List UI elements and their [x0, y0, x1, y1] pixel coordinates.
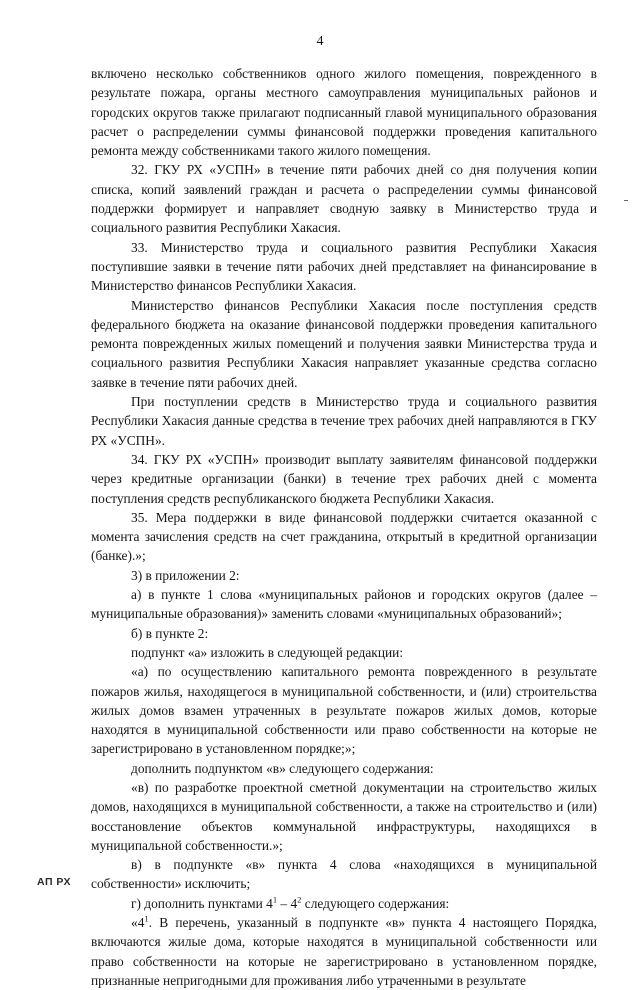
paragraph: 35. Мера поддержки в виде финансовой поддержки считается оказанной с момента зачисления средств на счет гражданина, открытый в кредитной организации (банке).»; [91, 509, 597, 564]
paragraph-item-g: г) дополнить пунктами $4^1 - 4^2$ следующего содержания: [131, 894, 450, 911]
paragraph: подпункт «а» изложить в следующей редакции: [131, 644, 404, 660]
margin-mark [624, 200, 628, 201]
paragraph: в) в подпункте «в» пункта 4 слова «находящихся в муниципальной собственности» исключить; [91, 857, 597, 892]
paragraph: 34. ГКУ РХ «УСПН» производит выплату заявителям финансовой поддержки через кредитные организации (банки) в течение трех рабочих дней с момента поступления средств республиканского бюджета Республики Хакасия. [91, 451, 597, 506]
stamp-label: АП РХ [37, 876, 72, 888]
paragraph-item-4-1: «$4^1$. В перечень, указанный в подпункте «в» пункта 4 настоящего Порядка, включаются жилые дома, которые находятся в муниципальной собственности или право собственности на которые не зарегистрировано в установленном порядке, признанные непригодными для проживания либо утраченными в результате [91, 913, 597, 988]
page-number: 4 [316, 34, 324, 49]
paragraph: «а) по осуществлению капитального ремонта поврежденного в результате пожаров жилья, находящегося в муниципальной собственности, и (или) строительства жилых домов взамен утраченных в результате пожаров жилых домов, которые находятся в муниципальной собственности или право собственности на которые не зарегистрировано в установленном порядке;»; [91, 664, 597, 757]
paragraph: дополнить подпунктом «в» следующего содержания: [131, 760, 434, 776]
paragraph-list [91, 64, 597, 894]
paragraph: 33. Министерство труда и социального развития Республики Хакасия поступившие заявки в течение пяти рабочих дней представляет на финансирование в Министерство финансов Республики Хакасия. [91, 239, 597, 294]
paragraph: 3) в приложении 2: [131, 567, 240, 583]
paragraph: «в) по разработке проектной сметной документации на строительство жилых домов, находящихся в муниципальной собственности, а также на строительство и (или) восстановление объектов коммунальной инфраструктуры, находящихся в муниципальной собственности.»; [91, 779, 597, 853]
paragraph: При поступлении средств в Министерство труда и социального развития Республики Хакасия данные средства в течение трех рабочих дней направляются в ГКУ РХ «УСПН». [91, 394, 597, 448]
paragraph: 32. ГКУ РХ «УСПН» в течение пяти рабочих дней со дня получения копии списка, копий заявлений граждан и расчета о распределении суммы финансовой поддержки формирует и направляет сводную заявку в Министерство труда и социального развития Республики Хакасия. [91, 162, 597, 236]
paragraph: а) в пункте 1 слова «муниципальных районов и городских округов (далее – муниципальные образования)» заменить словами «муниципальных образований»; [91, 587, 597, 622]
paragraph: Министерство финансов Республики Хакасия после поступления средств федерального бюджета на оказание финансовой поддержки проведения капитального ремонта поврежденных жилых помещений и получения заявки Министерства труда и социального развития Республики Хакасия направляет указанные средства согласно заявке в течение пяти рабочих дней. [91, 297, 597, 390]
paragraph: включено несколько собственников одного жилого помещения, поврежденного в результате пожара, органы местного самоуправления муниципальных районов и городских округов также прилагают подписанный главой муниципального образования расчет о распределении суммы финансовой поддержки проведения капитального ремонта между собственниками такого жилого помещения. [91, 66, 597, 159]
document-body [91, 64, 597, 990]
paragraph: б) в пункте 2: [131, 625, 209, 641]
